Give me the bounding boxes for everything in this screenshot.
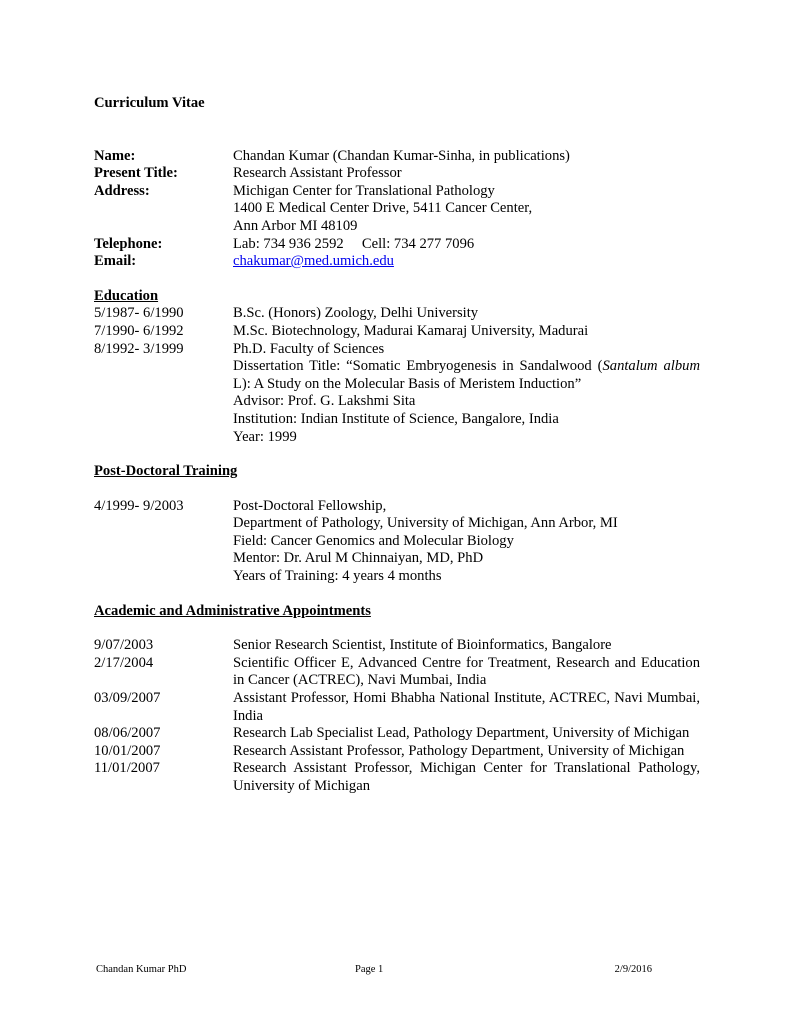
postdoc-line: Years of Training: 4 years 4 months bbox=[233, 568, 442, 585]
document-title: Curriculum Vitae bbox=[94, 95, 205, 111]
address-line: 1400 E Medical Center Drive, 5411 Cancer Center, bbox=[233, 200, 533, 217]
appointment-date: 08/06/2007 bbox=[94, 725, 161, 742]
appointment-text: Research Lab Specialist Lead, Pathology Department, University of Michigan bbox=[233, 725, 690, 742]
present-title-value: Research Assistant Professor bbox=[233, 165, 402, 182]
address-line: Michigan Center for Translational Pathology bbox=[233, 182, 495, 199]
appointment-entry bbox=[94, 743, 700, 761]
education-date: 7/1990- 6/1992 bbox=[94, 322, 184, 339]
education-date: 5/1987- 6/1990 bbox=[94, 305, 184, 322]
appointment-date: 10/01/2007 bbox=[94, 742, 161, 759]
postdoc-line: Field: Cancer Genomics and Molecular Biology bbox=[233, 532, 514, 549]
education-date: 8/1992- 3/1999 bbox=[94, 340, 184, 357]
title-row bbox=[94, 165, 700, 183]
email-link[interactable]: chakumar@med.umich.edu bbox=[233, 253, 394, 270]
name-row bbox=[94, 148, 700, 166]
name-value: Chandan Kumar (Chandan Kumar-Sinha, in publications) bbox=[233, 147, 570, 164]
postdoc-line: Department of Pathology, University of Michigan, Ann Arbor, MI bbox=[233, 515, 618, 532]
education-heading: Education bbox=[94, 287, 159, 304]
appointment-date: 11/01/2007 bbox=[94, 760, 160, 777]
footer-date: 2/9/2016 bbox=[614, 964, 652, 975]
education-text: B.Sc. (Honors) Zoology, Delhi University bbox=[233, 305, 479, 322]
year: Year: 1999 bbox=[233, 428, 297, 445]
postdoc-line: Post-Doctoral Fellowship, bbox=[233, 497, 387, 514]
education-text: Ph.D. Faculty of Sciences bbox=[233, 340, 385, 357]
telephone-label: Telephone: bbox=[94, 235, 163, 252]
appointment-text: Research Assistant Professor, Pathology Department, University of Michigan bbox=[233, 742, 685, 759]
address-value bbox=[233, 183, 700, 236]
appointment-entry bbox=[94, 760, 700, 795]
appointment-entry bbox=[94, 637, 700, 655]
address-line: Ann Arbor MI 48109 bbox=[233, 217, 358, 234]
institution: Institution: Indian Institute of Science, Bangalore, India bbox=[233, 410, 559, 427]
telephone-row bbox=[94, 236, 700, 254]
education-entry bbox=[94, 341, 700, 447]
address-label: Address: bbox=[94, 182, 150, 199]
postdoc-entry bbox=[94, 498, 700, 586]
telephone-value: Lab: 734 936 2592 Cell: 734 277 7096 bbox=[233, 235, 475, 252]
education-entry bbox=[94, 323, 700, 341]
dissertation-species: Santalum album bbox=[602, 358, 700, 375]
appointment-text: Assistant Professor, Homi Bhabha National Institute, ACTREC, Navi Mumbai, India bbox=[233, 690, 700, 724]
appointment-entry bbox=[94, 725, 700, 743]
appointment-entry bbox=[94, 655, 700, 690]
appointment-text: Scientific Officer E, Advanced Centre for Treatment, Research and Education in Cancer (ACTREC), Navi Mumbai, India bbox=[233, 654, 700, 689]
appointment-date: 2/17/2004 bbox=[94, 654, 154, 671]
education-text: M.Sc. Biotechnology, Madurai Kamaraj University, Madurai bbox=[233, 322, 589, 339]
footer-author: Chandan Kumar PhD bbox=[96, 964, 187, 975]
appointment-date: 03/09/2007 bbox=[94, 690, 161, 707]
cv-page bbox=[94, 95, 700, 796]
appointment-date: 9/07/2003 bbox=[94, 637, 154, 654]
appointment-text: Research Assistant Professor, Michigan Center for Translational Pathology, University of Michigan bbox=[233, 760, 700, 794]
postdoc-date: 4/1999- 9/2003 bbox=[94, 497, 184, 514]
name-label: Name: bbox=[94, 147, 136, 164]
present-title-label: Present Title: bbox=[94, 165, 178, 182]
postdoc-heading: Post-Doctoral Training bbox=[94, 463, 238, 480]
appointment-entry bbox=[94, 690, 700, 725]
postdoc-line: Mentor: Dr. Arul M Chinnaiyan, MD, PhD bbox=[233, 550, 484, 567]
advisor: Advisor: Prof. G. Lakshmi Sita bbox=[233, 393, 416, 410]
footer-page-number: Page 1 bbox=[355, 964, 384, 975]
appointment-text: Senior Research Scientist, Institute of Bioinformatics, Bangalore bbox=[233, 637, 612, 654]
dissertation-text: Dissertation Title: “Somatic Embryogenesis in Sandalwood ( bbox=[233, 358, 603, 375]
appointments-heading: Academic and Administrative Appointments bbox=[94, 602, 371, 619]
address-row bbox=[94, 183, 700, 236]
email-row bbox=[94, 253, 700, 271]
education-entry bbox=[94, 305, 700, 323]
dissertation-text-end: L): A Study on the Molecular Basis of Meristem Induction” bbox=[233, 375, 582, 392]
dissertation-title bbox=[233, 358, 700, 393]
email-label: Email: bbox=[94, 253, 137, 270]
